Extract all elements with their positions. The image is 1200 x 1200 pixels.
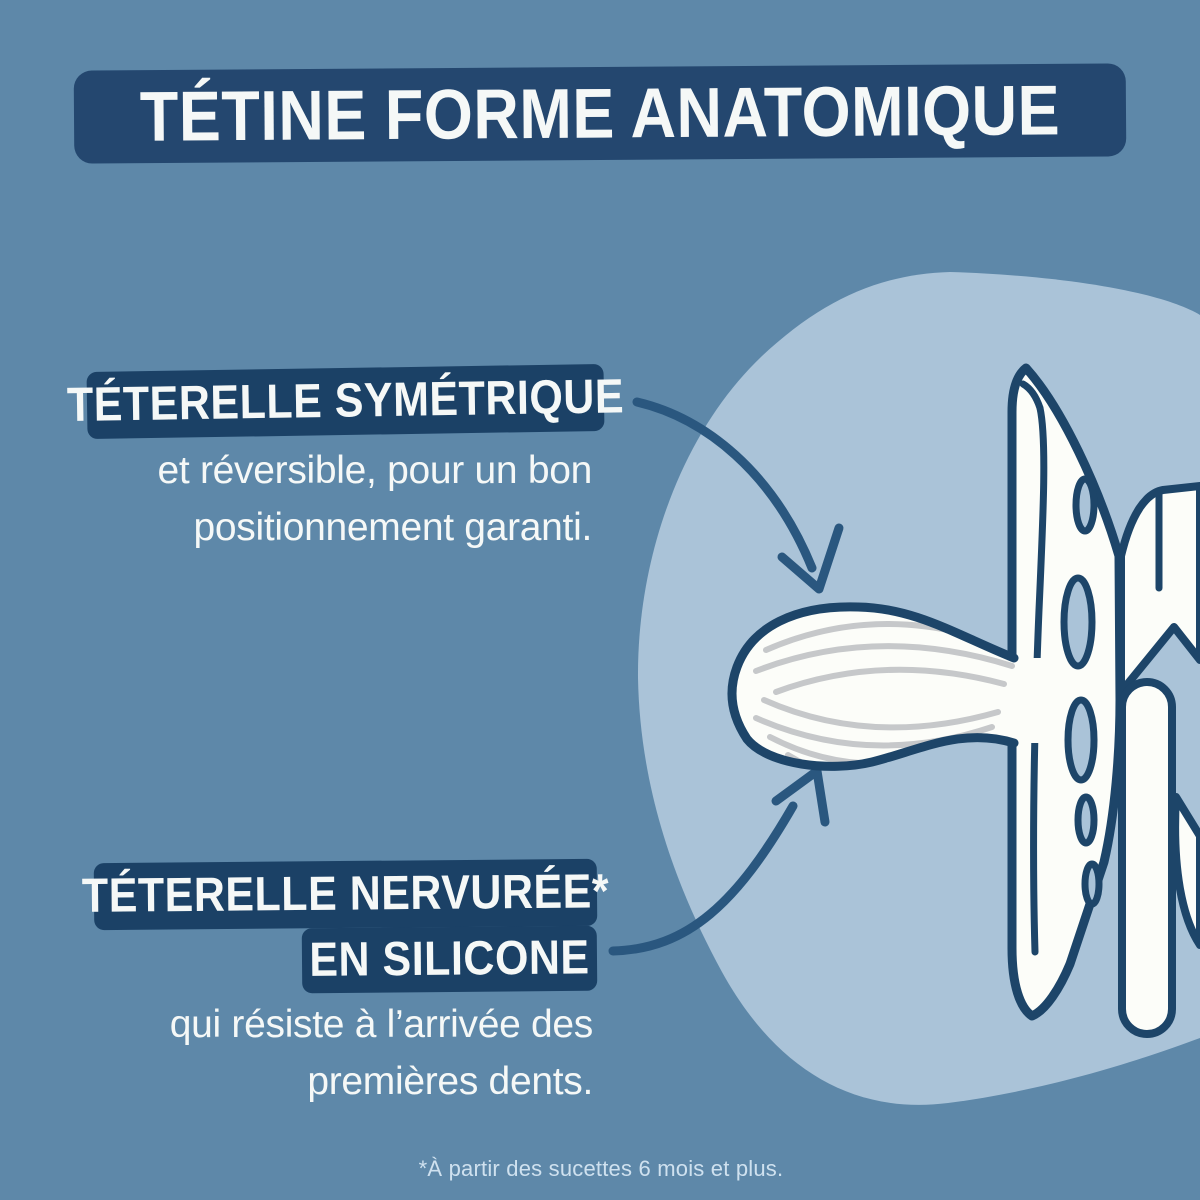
vent-hole bbox=[1078, 797, 1094, 843]
vent-hole bbox=[1076, 479, 1094, 531]
vent-hole bbox=[1064, 578, 1092, 666]
footnote: *À partir des sucettes 6 mois et plus. bbox=[418, 1156, 784, 1181]
body-text-line: et réversible, pour un bon bbox=[157, 449, 592, 492]
body-text-line: positionnement garanti. bbox=[193, 506, 592, 549]
label-ribbed-line1: TÉTERELLE NERVURÉE* bbox=[81, 864, 610, 924]
body-text-ribbed bbox=[60, 996, 593, 1110]
label-banner-symmetric bbox=[66, 364, 625, 439]
body-text-line: qui résiste à l’arrivée des bbox=[169, 1003, 593, 1046]
label-banner-ribbed-line2 bbox=[302, 926, 598, 994]
ring-handle bbox=[1122, 682, 1172, 1034]
label-ribbed-line2: EN SILICONE bbox=[309, 930, 590, 988]
title-banner bbox=[74, 63, 1127, 163]
label-symmetric: TÉTERELLE SYMÉTRIQUE bbox=[66, 369, 625, 433]
page-title: TÉTINE FORME ANATOMIQUE bbox=[139, 71, 1061, 156]
body-text-line: premières dents. bbox=[307, 1060, 593, 1103]
vent-hole bbox=[1085, 864, 1099, 904]
body-text-symmetric bbox=[60, 442, 592, 556]
label-banner-ribbed-line1 bbox=[81, 859, 610, 930]
vent-hole bbox=[1068, 700, 1094, 780]
